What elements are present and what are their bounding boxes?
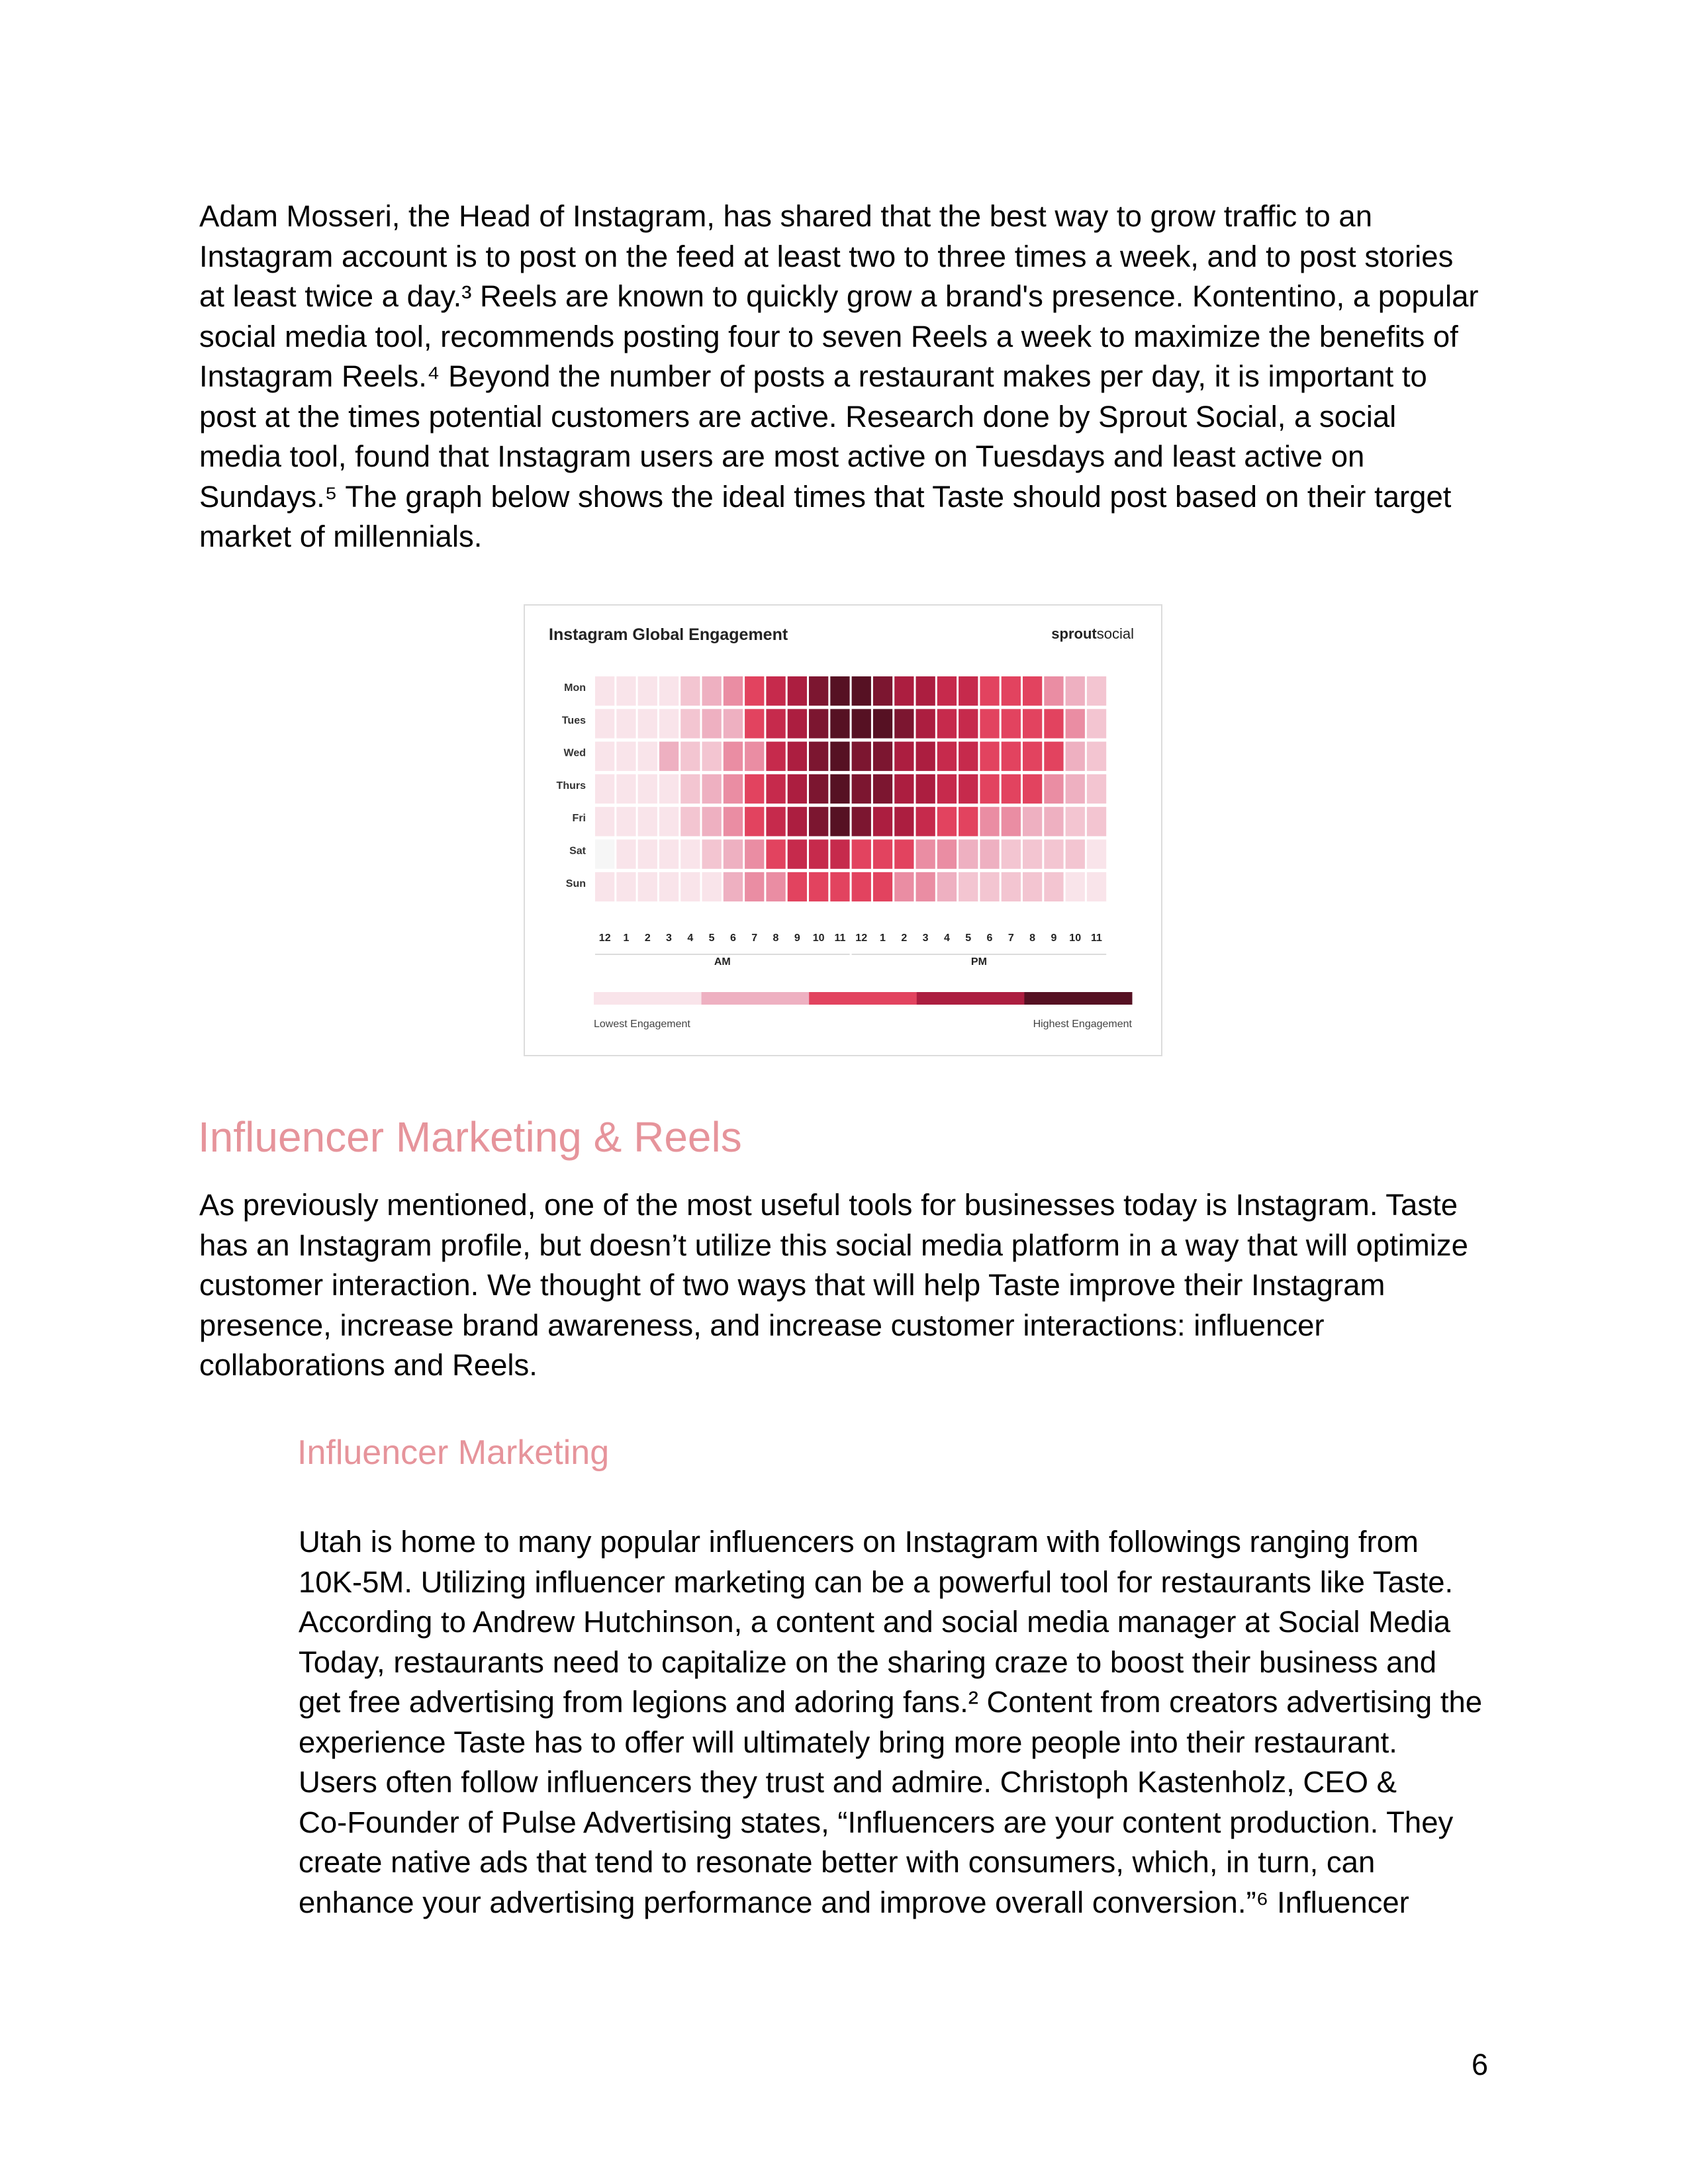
heatmap-cell: [724, 807, 743, 836]
heatmap-cell: [894, 872, 914, 901]
heatmap-cell: [1044, 807, 1063, 836]
text-line: get free advertising from legions and adoring fans.² Content from creators advertising the: [299, 1685, 1483, 1719]
text-line: Instagram account is to post on the feed at least two to three times a week, and to post stories: [199, 239, 1454, 273]
heatmap-cell: [659, 840, 679, 869]
heatmap-cell: [830, 840, 849, 869]
heatmap-cell: [616, 872, 635, 901]
hour-label: 10: [1069, 933, 1082, 944]
heatmap-cell: [702, 774, 722, 803]
heatmap-cell: [1066, 872, 1085, 901]
heatmap-cell: [595, 709, 614, 738]
hour-label: 6: [729, 933, 736, 944]
hour-label: 5: [708, 933, 715, 944]
hour-label: 5: [965, 933, 972, 944]
heatmap-cell: [1087, 742, 1106, 771]
text-line: presence, increase brand awareness, and increase customer interactions: influencer: [199, 1308, 1325, 1342]
heatmap-cell: [873, 840, 892, 869]
text-line: Utah is home to many popular influencers on Instagram with followings ranging from: [299, 1525, 1419, 1559]
heatmap-cell: [916, 709, 935, 738]
heatmap-cell: [659, 742, 679, 771]
paragraph-influencer: [299, 1522, 1482, 1923]
text-line: 10K-5M. Utilizing influencer marketing can be a powerful tool for restaurants like Taste.: [299, 1565, 1454, 1599]
heatmap-cell: [852, 872, 871, 901]
scale-max-label: Highest Engagement: [1033, 1019, 1132, 1030]
heatmap-cell: [638, 742, 657, 771]
heatmap-cell: [638, 840, 657, 869]
heatmap-cell: [809, 872, 828, 901]
heatmap-cell: [959, 709, 978, 738]
heatmap-cell: [1023, 807, 1042, 836]
hour-label: 6: [986, 933, 993, 944]
heatmap-cell: [1002, 774, 1021, 803]
heatmap-cell: [1044, 676, 1063, 705]
heatmap-cell: [766, 872, 785, 901]
sproutsocial-logo: sproutsocial: [1051, 625, 1134, 642]
heatmap-cell: [1087, 676, 1106, 705]
heatmap-cell: [830, 742, 849, 771]
heatmap-cell: [937, 709, 957, 738]
hour-label: 8: [1029, 933, 1036, 944]
heatmap-cell: [916, 872, 935, 901]
text-line: Co-Founder of Pulse Advertising states, “Influencers are your content production. They: [299, 1805, 1454, 1839]
heatmap-cell: [680, 742, 700, 771]
heatmap-cell: [894, 676, 914, 705]
text-line: Sundays.⁵ The graph below shows the ideal times that Taste should post based on their target: [199, 479, 1452, 514]
heatmap-cell: [595, 742, 614, 771]
heatmap-cell: [745, 840, 764, 869]
heatmap-cell: [1023, 840, 1042, 869]
heatmap-cell: [1087, 840, 1106, 869]
heatmap-cell: [1044, 840, 1063, 869]
heatmap-cell: [680, 840, 700, 869]
chart-title: Instagram Global Engagement: [549, 625, 788, 644]
text-line: enhance your advertising performance and improve overall conversion.”⁶ Influencer: [299, 1885, 1409, 1919]
heatmap-cell: [766, 807, 785, 836]
hour-label: 8: [773, 933, 779, 944]
heatmap-cell: [1023, 709, 1042, 738]
heatmap-cell: [595, 774, 614, 803]
heatmap-cell: [873, 807, 892, 836]
heatmap-cell: [980, 709, 999, 738]
heatmap-cell: [745, 742, 764, 771]
heatmap-cell: [1002, 676, 1021, 705]
heatmap-cell: [959, 872, 978, 901]
heatmap-cell: [659, 709, 679, 738]
heatmap-cell: [937, 676, 957, 705]
hour-label: 9: [1051, 933, 1057, 944]
heatmap-cell: [830, 872, 849, 901]
section-heading: Influencer Marketing & Reels: [198, 1113, 742, 1161]
heatmap-cell: [680, 774, 700, 803]
hour-label: 12: [598, 933, 611, 944]
hour-label: 7: [1008, 933, 1014, 944]
heatmap-cell: [680, 872, 700, 901]
text-line: Instagram Reels.⁴ Beyond the number of posts a restaurant makes per day, it is important to: [199, 359, 1427, 393]
heatmap-cell: [959, 742, 978, 771]
heatmap-cell: [659, 676, 679, 705]
heatmap-cell: [616, 840, 635, 869]
scale-segment: [594, 992, 702, 1005]
heatmap-cell: [980, 676, 999, 705]
heatmap-cell: [1002, 840, 1021, 869]
heatmap-cell: [830, 676, 849, 705]
paragraph-intro: [199, 197, 1479, 557]
heatmap-cell: [852, 774, 871, 803]
text-line: Today, restaurants need to capitalize on the sharing craze to boost their business and: [299, 1645, 1437, 1679]
heatmap-cell: [830, 807, 849, 836]
hour-label: 1: [623, 933, 630, 944]
heatmap-cell: [1066, 709, 1085, 738]
period-label: AM: [714, 956, 731, 968]
heatmap-cell: [595, 807, 614, 836]
heatmap-cell: [702, 742, 722, 771]
subsection-heading: Influencer Marketing: [297, 1433, 610, 1472]
heatmap-cell: [659, 872, 679, 901]
heatmap-cell: [830, 774, 849, 803]
heatmap-cell: [959, 807, 978, 836]
heatmap-cell: [937, 774, 957, 803]
heatmap-cell: [937, 807, 957, 836]
text-line: media tool, found that Instagram users are most active on Tuesdays and least active on: [199, 439, 1365, 473]
heatmap-cell: [873, 872, 892, 901]
heatmap-cell: [894, 840, 914, 869]
heatmap-cell: [788, 676, 807, 705]
hour-label: 2: [901, 933, 908, 944]
heatmap-cell: [680, 807, 700, 836]
heatmap-cell: [1023, 774, 1042, 803]
heatmap-cell: [873, 709, 892, 738]
heatmap-cell: [788, 840, 807, 869]
heatmap-cell: [702, 676, 722, 705]
heatmap-cell: [980, 774, 999, 803]
text-line: customer interaction. We thought of two ways that will help Taste improve their Instagram: [199, 1268, 1385, 1302]
heatmap-cell: [852, 807, 871, 836]
row-label: Fri: [572, 813, 586, 825]
heatmap-cell: [1002, 872, 1021, 901]
row-label: Tues: [561, 715, 586, 727]
heatmap-cell: [916, 840, 935, 869]
heatmap-cell: [724, 872, 743, 901]
heatmap-cell: [916, 676, 935, 705]
heatmap-cell: [638, 676, 657, 705]
scale-min-label: Lowest Engagement: [594, 1019, 690, 1030]
hour-label: 3: [922, 933, 929, 944]
heatmap-cell: [809, 840, 828, 869]
heatmap-cell: [638, 709, 657, 738]
heatmap-cell: [659, 807, 679, 836]
text-line: social media tool, recommends posting four to seven Reels a week to maximize the benefits of: [199, 319, 1458, 353]
period-label: PM: [970, 956, 987, 968]
heatmap-cell: [1002, 742, 1021, 771]
heatmap-cell: [659, 774, 679, 803]
heatmap-cell: [809, 709, 828, 738]
heatmap-cell: [1023, 742, 1042, 771]
heatmap-cell: [702, 840, 722, 869]
heatmap-cell: [724, 709, 743, 738]
hour-label: 1: [880, 933, 886, 944]
heatmap-cell: [1044, 742, 1063, 771]
heatmap-cell: [724, 774, 743, 803]
heatmap-cell: [724, 676, 743, 705]
heatmap-cell: [1044, 774, 1063, 803]
heatmap-cell: [702, 709, 722, 738]
scale-segment: [809, 992, 917, 1005]
heatmap-cell: [809, 807, 828, 836]
heatmap-cell: [745, 807, 764, 836]
heatmap-cell: [1044, 872, 1063, 901]
heatmap-cell: [745, 872, 764, 901]
page-number: 6: [1471, 2048, 1488, 2081]
hour-label: 3: [666, 933, 672, 944]
heatmap-cell: [788, 742, 807, 771]
heatmap-cell: [788, 807, 807, 836]
heatmap-cell: [788, 872, 807, 901]
heatmap-cell: [980, 840, 999, 869]
heatmap-cell: [1087, 709, 1106, 738]
heatmap-cell: [852, 840, 871, 869]
heatmap-cell: [595, 840, 614, 869]
heatmap-cell: [595, 676, 614, 705]
heatmap-cell: [724, 840, 743, 869]
engagement-heatmap-figure: [524, 604, 1162, 1056]
heatmap-cell: [980, 807, 999, 836]
heatmap-svg: [525, 606, 1161, 1055]
heatmap-cell: [852, 676, 871, 705]
heatmap-cell: [616, 742, 635, 771]
text-line: According to Andrew Hutchinson, a content and social media manager at Social Media: [299, 1605, 1451, 1639]
heatmap-cell: [702, 872, 722, 901]
heatmap-cell: [788, 774, 807, 803]
row-label: Mon: [564, 682, 586, 694]
row-label: Sun: [565, 878, 586, 889]
heatmap-cell: [766, 774, 785, 803]
row-label: Wed: [563, 747, 586, 759]
heatmap-cell: [894, 807, 914, 836]
hour-label: 11: [1091, 933, 1102, 944]
heatmap-cell: [937, 840, 957, 869]
heatmap-cell: [959, 774, 978, 803]
hour-label: 12: [855, 933, 868, 944]
heatmap-cell: [852, 709, 871, 738]
heatmap-cell: [638, 774, 657, 803]
heatmap-cell: [766, 709, 785, 738]
heatmap-cell: [616, 807, 635, 836]
heatmap-cell: [830, 709, 849, 738]
hour-label: 10: [812, 933, 825, 944]
hour-label: 11: [834, 933, 846, 944]
heatmap-cell: [1023, 872, 1042, 901]
heatmap-cell: [638, 872, 657, 901]
text-line: Users often follow influencers they trust and admire. Christoph Kastenholz, CEO &: [299, 1765, 1397, 1799]
heatmap-cell: [873, 774, 892, 803]
heatmap-cell: [916, 742, 935, 771]
heatmap-cell: [959, 840, 978, 869]
heatmap-cell: [809, 676, 828, 705]
heatmap-cell: [638, 807, 657, 836]
text-line: at least twice a day.³ Reels are known to quickly grow a brand's presence. Kontentino, a popular: [199, 279, 1479, 313]
heatmap-cell: [745, 676, 764, 705]
text-line: create native ads that tend to resonate better with consumers, which, in turn, can: [299, 1845, 1376, 1879]
heatmap-cell: [873, 742, 892, 771]
heatmap-cell: [1066, 807, 1085, 836]
heatmap-cell: [1066, 840, 1085, 869]
heatmap-cell: [980, 872, 999, 901]
heatmap-cell: [937, 742, 957, 771]
heatmap-cell: [1002, 709, 1021, 738]
heatmap-cell: [873, 676, 892, 705]
text-line: collaborations and Reels.: [199, 1348, 538, 1382]
heatmap-cell: [1066, 742, 1085, 771]
row-label: Sat: [569, 845, 586, 857]
heatmap-cell: [616, 676, 635, 705]
heatmap-cell: [1044, 709, 1063, 738]
heatmap-cell: [852, 742, 871, 771]
text-line: has an Instagram profile, but doesn’t utilize this social media platform in a way that will optimize: [199, 1228, 1468, 1262]
heatmap-cell: [1066, 676, 1085, 705]
scale-segment: [917, 992, 1025, 1005]
heatmap-cell: [959, 676, 978, 705]
heatmap-cell: [702, 807, 722, 836]
heatmap-cell: [745, 709, 764, 738]
heatmap-cell: [916, 774, 935, 803]
heatmap-cell: [894, 742, 914, 771]
hour-label: 4: [687, 933, 694, 944]
text-line: Adam Mosseri, the Head of Instagram, has shared that the best way to grow traffic to an: [199, 199, 1373, 233]
text-line: experience Taste has to offer will ultimately bring more people into their restaurant.: [299, 1725, 1397, 1759]
text-line: market of millennials.: [199, 520, 483, 553]
heatmap-cell: [766, 742, 785, 771]
heatmap-cell: [980, 742, 999, 771]
heatmap-cell: [809, 774, 828, 803]
hour-label: 2: [644, 933, 651, 944]
heatmap-cell: [1087, 774, 1106, 803]
hour-label: 4: [943, 933, 950, 944]
heatmap-cell: [1066, 774, 1085, 803]
heatmap-cell: [766, 840, 785, 869]
hour-label: 7: [751, 933, 758, 944]
heatmap-cell: [809, 742, 828, 771]
heatmap-cell: [680, 709, 700, 738]
heatmap-cell: [766, 676, 785, 705]
heatmap-cell: [724, 742, 743, 771]
heatmap-cell: [788, 709, 807, 738]
text-line: As previously mentioned, one of the most useful tools for businesses today is Instagram. Taste: [199, 1188, 1458, 1222]
scale-segment: [702, 992, 810, 1005]
heatmap-cell: [1002, 807, 1021, 836]
heatmap-cell: [680, 676, 700, 705]
paragraph-section: [199, 1185, 1468, 1386]
heatmap-cell: [1087, 807, 1106, 836]
heatmap-cell: [916, 807, 935, 836]
heatmap-cell: [595, 872, 614, 901]
heatmap-cell: [616, 709, 635, 738]
heatmap-cell: [894, 709, 914, 738]
text-line: post at the times potential customers are active. Research done by Sprout Social, a social: [199, 399, 1397, 433]
heatmap-cell: [937, 872, 957, 901]
heatmap-cell: [1087, 872, 1106, 901]
heatmap-cell: [745, 774, 764, 803]
heatmap-cell: [616, 774, 635, 803]
row-label: Thurs: [556, 780, 586, 792]
hour-label: 9: [794, 933, 800, 944]
heatmap-cell: [1023, 676, 1042, 705]
scale-segment: [1024, 992, 1132, 1005]
heatmap-cell: [894, 774, 914, 803]
